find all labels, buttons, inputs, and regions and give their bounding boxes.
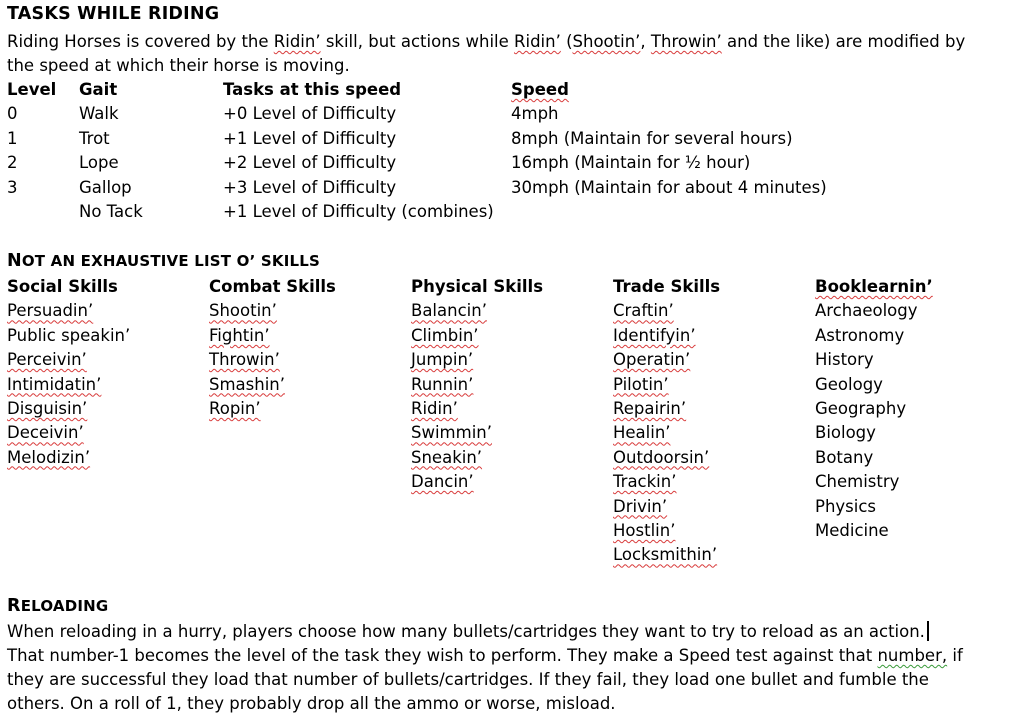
skill-item	[613, 397, 815, 421]
skill-item	[7, 324, 209, 348]
skill-item	[613, 519, 815, 543]
skill-text: Ridin’	[411, 398, 458, 418]
table-row	[7, 151, 931, 175]
skill-text: Healin’	[613, 423, 671, 443]
gait-table-header	[7, 78, 931, 102]
intro-word-shootin: Shootin’	[572, 32, 641, 51]
skill-column-combat	[209, 275, 411, 568]
skill-column-title: Social Skills	[7, 277, 118, 296]
cell-speed: 8mph (Maintain for several hours)	[511, 128, 793, 148]
intro-line-2: the speed at which their horse is moving.	[7, 56, 350, 75]
skill-item: Medicine	[815, 520, 889, 540]
skill-item	[613, 495, 815, 519]
skill-column-title-text: Booklearnin’	[815, 277, 933, 296]
skill-column-trade	[613, 275, 815, 568]
skill-item: History	[815, 350, 874, 370]
skill-item	[7, 446, 209, 470]
table-row	[7, 102, 931, 126]
skill-text: Outdoorsin’	[613, 447, 710, 467]
reloading-text: That number-1 becomes the level of the task they wish to perform. They make a Speed test against that	[7, 646, 878, 665]
cell-level: 2	[7, 153, 18, 173]
skill-column-physical	[411, 275, 613, 568]
skill-text: Climbin’	[411, 325, 479, 345]
column-header-speed	[511, 78, 931, 102]
skill-item	[411, 446, 613, 470]
reloading-text: When reloading in a hurry, players choose how many bullets/cartridges they want to try to reload as an action.	[7, 622, 925, 641]
intro-word-ridin: Ridin’	[514, 32, 561, 51]
skill-item	[411, 373, 613, 397]
reloading-line-4: others. On a roll of 1, they probably drop all the ammo or worse, misload.	[7, 694, 616, 713]
tasks-while-riding-heading: TASKS WHILE RIDING	[7, 4, 220, 24]
skill-item: Biology	[815, 423, 876, 443]
reloading-paragraph[interactable]	[7, 620, 963, 716]
skill-text: Locksmithin’	[613, 545, 718, 565]
skill-item	[7, 397, 209, 421]
column-header-level: Level	[7, 80, 57, 99]
skill-column-booklearnin	[815, 275, 1017, 568]
cell-tasks: +1 Level of Difficulty	[223, 128, 397, 148]
skill-item	[7, 373, 209, 397]
skill-text: Melodizin’	[7, 447, 91, 467]
skill-text: Jumpin’	[411, 350, 474, 370]
intro-text: ,	[640, 32, 651, 51]
cell-speed: 16mph (Maintain for ½ hour)	[511, 153, 751, 173]
cell-speed	[511, 200, 931, 224]
skill-text: Shootin’	[209, 301, 277, 321]
skill-text: Deceivin’	[7, 423, 84, 443]
skill-text: Fightin’	[209, 325, 270, 345]
skill-column-social	[7, 275, 209, 568]
speed-header-text: Speed	[511, 80, 569, 99]
cell-speed: 4mph	[511, 104, 559, 124]
cell-tasks: +0 Level of Difficulty	[223, 104, 397, 124]
skill-item	[7, 421, 209, 445]
skill-item	[613, 421, 815, 445]
skill-item	[411, 470, 613, 494]
riding-intro-paragraph	[7, 30, 966, 78]
skill-item	[613, 470, 815, 494]
reloading-grammar-flag: number,	[877, 646, 948, 665]
intro-text: skill, but actions while	[320, 32, 515, 51]
skill-item	[411, 421, 613, 445]
skill-text: Trackin’	[613, 472, 677, 492]
reloading-heading	[7, 596, 108, 616]
reloading-line-2	[7, 644, 963, 668]
cell-level: 0	[7, 104, 18, 124]
gait-table	[7, 78, 931, 224]
skill-text: Pilotin’	[613, 374, 669, 394]
skill-column-title: Combat Skills	[209, 277, 336, 296]
cell-level	[7, 200, 79, 224]
cell-tasks: +2 Level of Difficulty	[223, 153, 397, 173]
skill-item	[411, 299, 613, 323]
skill-item: Botany	[815, 447, 874, 467]
skill-item	[613, 324, 815, 348]
intro-word-throwin: Throwin’	[650, 32, 722, 51]
table-row	[7, 176, 931, 200]
skills-list-heading	[7, 251, 320, 271]
skill-item	[209, 348, 411, 372]
skill-text: Swimmin’	[411, 423, 492, 443]
column-header-gait: Gait	[79, 80, 118, 99]
heading-rest: OT AN EXHAUSTIVE LIST O’ SKILLS	[21, 252, 321, 270]
skill-text: Dancin’	[411, 472, 474, 492]
skill-item: Archaeology	[815, 301, 918, 321]
skill-item: Chemistry	[815, 472, 900, 492]
skill-text: Smashin’	[209, 374, 285, 394]
skill-column-title	[815, 275, 1017, 299]
skill-item	[613, 373, 815, 397]
reloading-line-3: they are successful they load that number of bullets/cartridges. If they fail, they load one bullet and fumble the	[7, 670, 929, 689]
skill-text: Throwin’	[209, 350, 280, 370]
skill-text: Public speakin’	[7, 325, 131, 345]
intro-text: Riding Horses is covered by the	[7, 32, 274, 51]
heading-initial: N	[7, 251, 22, 271]
intro-text: (	[560, 32, 573, 51]
intro-line-1	[7, 30, 966, 54]
skill-item	[613, 348, 815, 372]
skill-text: Operatin’	[613, 350, 691, 370]
skill-item: Physics	[815, 496, 877, 516]
cell-speed: 30mph (Maintain for about 4 minutes)	[511, 177, 827, 197]
heading-initial: R	[7, 596, 21, 616]
skill-item	[613, 299, 815, 323]
text-cursor	[927, 621, 929, 641]
skill-text: Persuadin’	[7, 301, 94, 321]
column-header-tasks: Tasks at this speed	[223, 80, 402, 99]
skill-text: Sneakin’	[411, 447, 483, 467]
skill-item: Geology	[815, 374, 883, 394]
skill-item	[209, 397, 411, 421]
skill-item	[411, 397, 613, 421]
cell-tasks: +3 Level of Difficulty	[223, 177, 397, 197]
skill-text: Ropin’	[209, 398, 261, 418]
skill-text: Craftin’	[613, 301, 674, 321]
skill-text: Balancin’	[411, 301, 487, 321]
cell-gait: Gallop	[79, 177, 132, 197]
heading-rest: ELOADING	[20, 597, 109, 615]
skill-text: Disguisin’	[7, 398, 88, 418]
skill-item: Astronomy	[815, 325, 905, 345]
skill-item	[7, 348, 209, 372]
cell-gait: Lope	[79, 153, 119, 173]
skill-item	[613, 446, 815, 470]
skill-item	[209, 299, 411, 323]
cell-gait: Trot	[79, 128, 110, 148]
skill-item	[613, 543, 815, 567]
skill-item	[7, 299, 209, 323]
skill-item	[411, 324, 613, 348]
intro-text: and the like) are modified by	[721, 32, 966, 51]
skill-item	[411, 348, 613, 372]
skill-text: Perceivin’	[7, 350, 87, 370]
skill-text: Repairin’	[613, 398, 687, 418]
skill-text: Drivin’	[613, 496, 668, 516]
table-row	[7, 200, 931, 224]
skill-text: Hostlin’	[613, 520, 676, 540]
skill-item	[209, 324, 411, 348]
cell-gait: No Tack	[79, 201, 143, 221]
skill-column-title: Trade Skills	[613, 277, 721, 296]
cell-gait: Walk	[79, 104, 119, 124]
cell-level: 1	[7, 128, 18, 148]
skill-text: Intimidatin’	[7, 374, 102, 394]
reloading-text: if	[947, 646, 963, 665]
skill-column-title: Physical Skills	[411, 277, 544, 296]
table-row	[7, 127, 931, 151]
skill-item	[209, 373, 411, 397]
skill-text: Identifyin’	[613, 325, 696, 345]
skills-columns	[7, 275, 1017, 568]
reloading-line-1	[7, 620, 947, 644]
skill-item: Geography	[815, 398, 907, 418]
cell-tasks: +1 Level of Difficulty (combines)	[223, 201, 494, 221]
intro-word-ridin: Ridin’	[273, 32, 321, 51]
cell-level: 3	[7, 177, 18, 197]
skill-text: Runnin’	[411, 374, 474, 394]
